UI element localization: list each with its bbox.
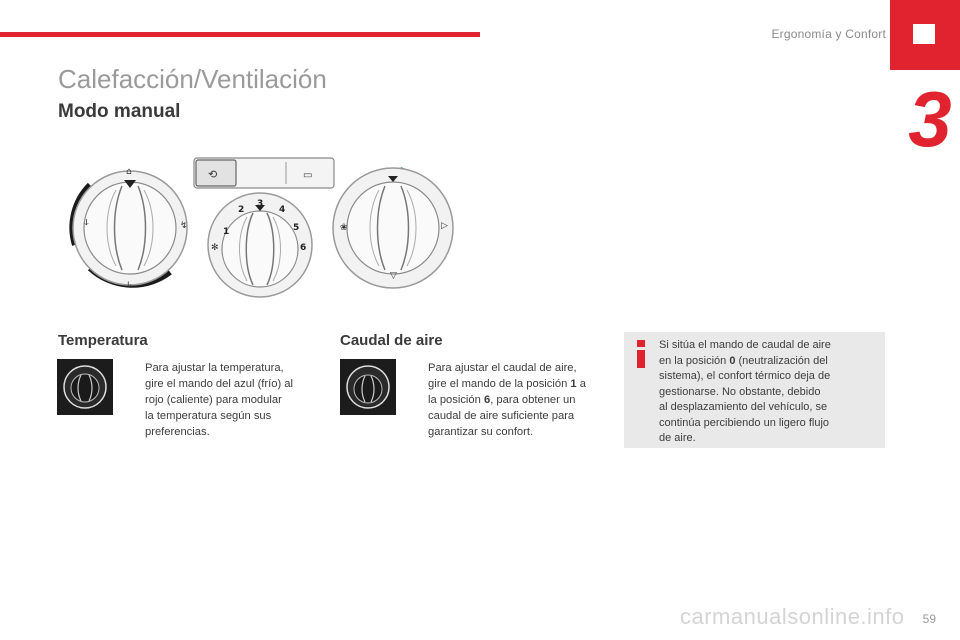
- airflow-position-end: 6: [483, 394, 491, 406]
- info-line: Si sitúa el mando de caudal de aire: [659, 339, 831, 351]
- chapter-tab-square: [913, 24, 935, 44]
- temperature-line: la temperatura según sus: [145, 410, 272, 422]
- info-box: [624, 332, 885, 448]
- airflow-heading: Caudal de aire: [340, 332, 443, 349]
- info-text-span: en la posición: [659, 354, 730, 367]
- airflow-text: la posición: [428, 394, 484, 406]
- temperature-line: preferencias.: [145, 426, 210, 438]
- button-panel: [194, 158, 334, 188]
- header-red-bar: [0, 32, 480, 37]
- airflow-dial: [208, 193, 312, 297]
- info-line: continúa percibiendo un ligero flujo: [659, 416, 830, 429]
- airflow-line: caudal de aire suficiente para: [428, 410, 575, 422]
- info-line: [659, 354, 879, 370]
- page-number: 59: [922, 612, 936, 626]
- airflow-position-6: 6: [300, 243, 307, 253]
- info-text-span: (neutralización del: [735, 354, 828, 367]
- airflow-instructions: [428, 360, 613, 440]
- chapter-tab: [890, 0, 960, 70]
- airflow-position-5: 5: [293, 223, 300, 233]
- info-text: [659, 338, 879, 447]
- section-title: Modo manual: [58, 101, 181, 122]
- feet-face-icon: ↆ: [84, 218, 89, 228]
- temperature-line: gire el mando del azul (frío) al: [145, 378, 293, 390]
- airflow-dial-thumbnail: [340, 359, 396, 415]
- heater-icon: ❀: [340, 223, 348, 233]
- airflow-text: , para obtener un: [490, 394, 576, 406]
- airflow-position-3: 3: [257, 199, 264, 209]
- info-line: al desplazamiento del vehículo, se: [659, 401, 828, 413]
- chapter-number: 3: [908, 75, 952, 163]
- page-title: Calefacción/Ventilación: [58, 64, 327, 94]
- airflow-text: a: [576, 378, 586, 390]
- pointer-icon: ▷: [441, 221, 448, 231]
- airflow-position-4: 4: [279, 205, 286, 215]
- airflow-text: gire el mando de la posición: [428, 378, 571, 390]
- airflow-line: garantizar su confort.: [428, 426, 534, 438]
- distribution-dial: [72, 167, 187, 291]
- temperature-dial: [333, 168, 453, 288]
- airflow-line: [428, 376, 613, 392]
- airflow-line: Para ajustar el caudal de aire,: [428, 362, 577, 374]
- temperature-heading: Temperatura: [58, 332, 148, 349]
- info-icon: [634, 340, 648, 368]
- watermark: carmanualsonline.info: [680, 604, 905, 629]
- windscreen-icon: ⌂: [126, 167, 132, 177]
- temperature-dial-thumbnail: [57, 359, 113, 415]
- airflow-line: [428, 392, 613, 408]
- temperature-instructions: [145, 360, 320, 440]
- pointer-down-icon: ▽: [390, 271, 397, 281]
- info-line: sistema), el confort térmico deja de: [659, 370, 831, 382]
- airflow-position-start: 1: [570, 378, 577, 390]
- feet-windscreen-icon: ↯: [180, 221, 188, 231]
- info-line: de aire.: [659, 432, 696, 444]
- info-position-zero: 0: [729, 354, 736, 367]
- fan-icon: ✻: [211, 243, 219, 253]
- temperature-line: Para ajustar la temperatura,: [145, 362, 284, 374]
- rear-defrost-icon: ▭: [303, 170, 313, 181]
- feet-icon: ↳: [126, 281, 134, 291]
- airflow-position-2: 2: [238, 205, 245, 215]
- temperature-line: rojo (caliente) para modular: [145, 394, 282, 406]
- airflow-position-1: 1: [223, 227, 230, 237]
- recirculation-icon: ⟲: [208, 168, 218, 181]
- control-panel-illustration: [60, 150, 480, 300]
- chapter-name: Ergonomía y Confort: [771, 27, 886, 41]
- info-line: gestionarse. No obstante, debido: [659, 385, 821, 398]
